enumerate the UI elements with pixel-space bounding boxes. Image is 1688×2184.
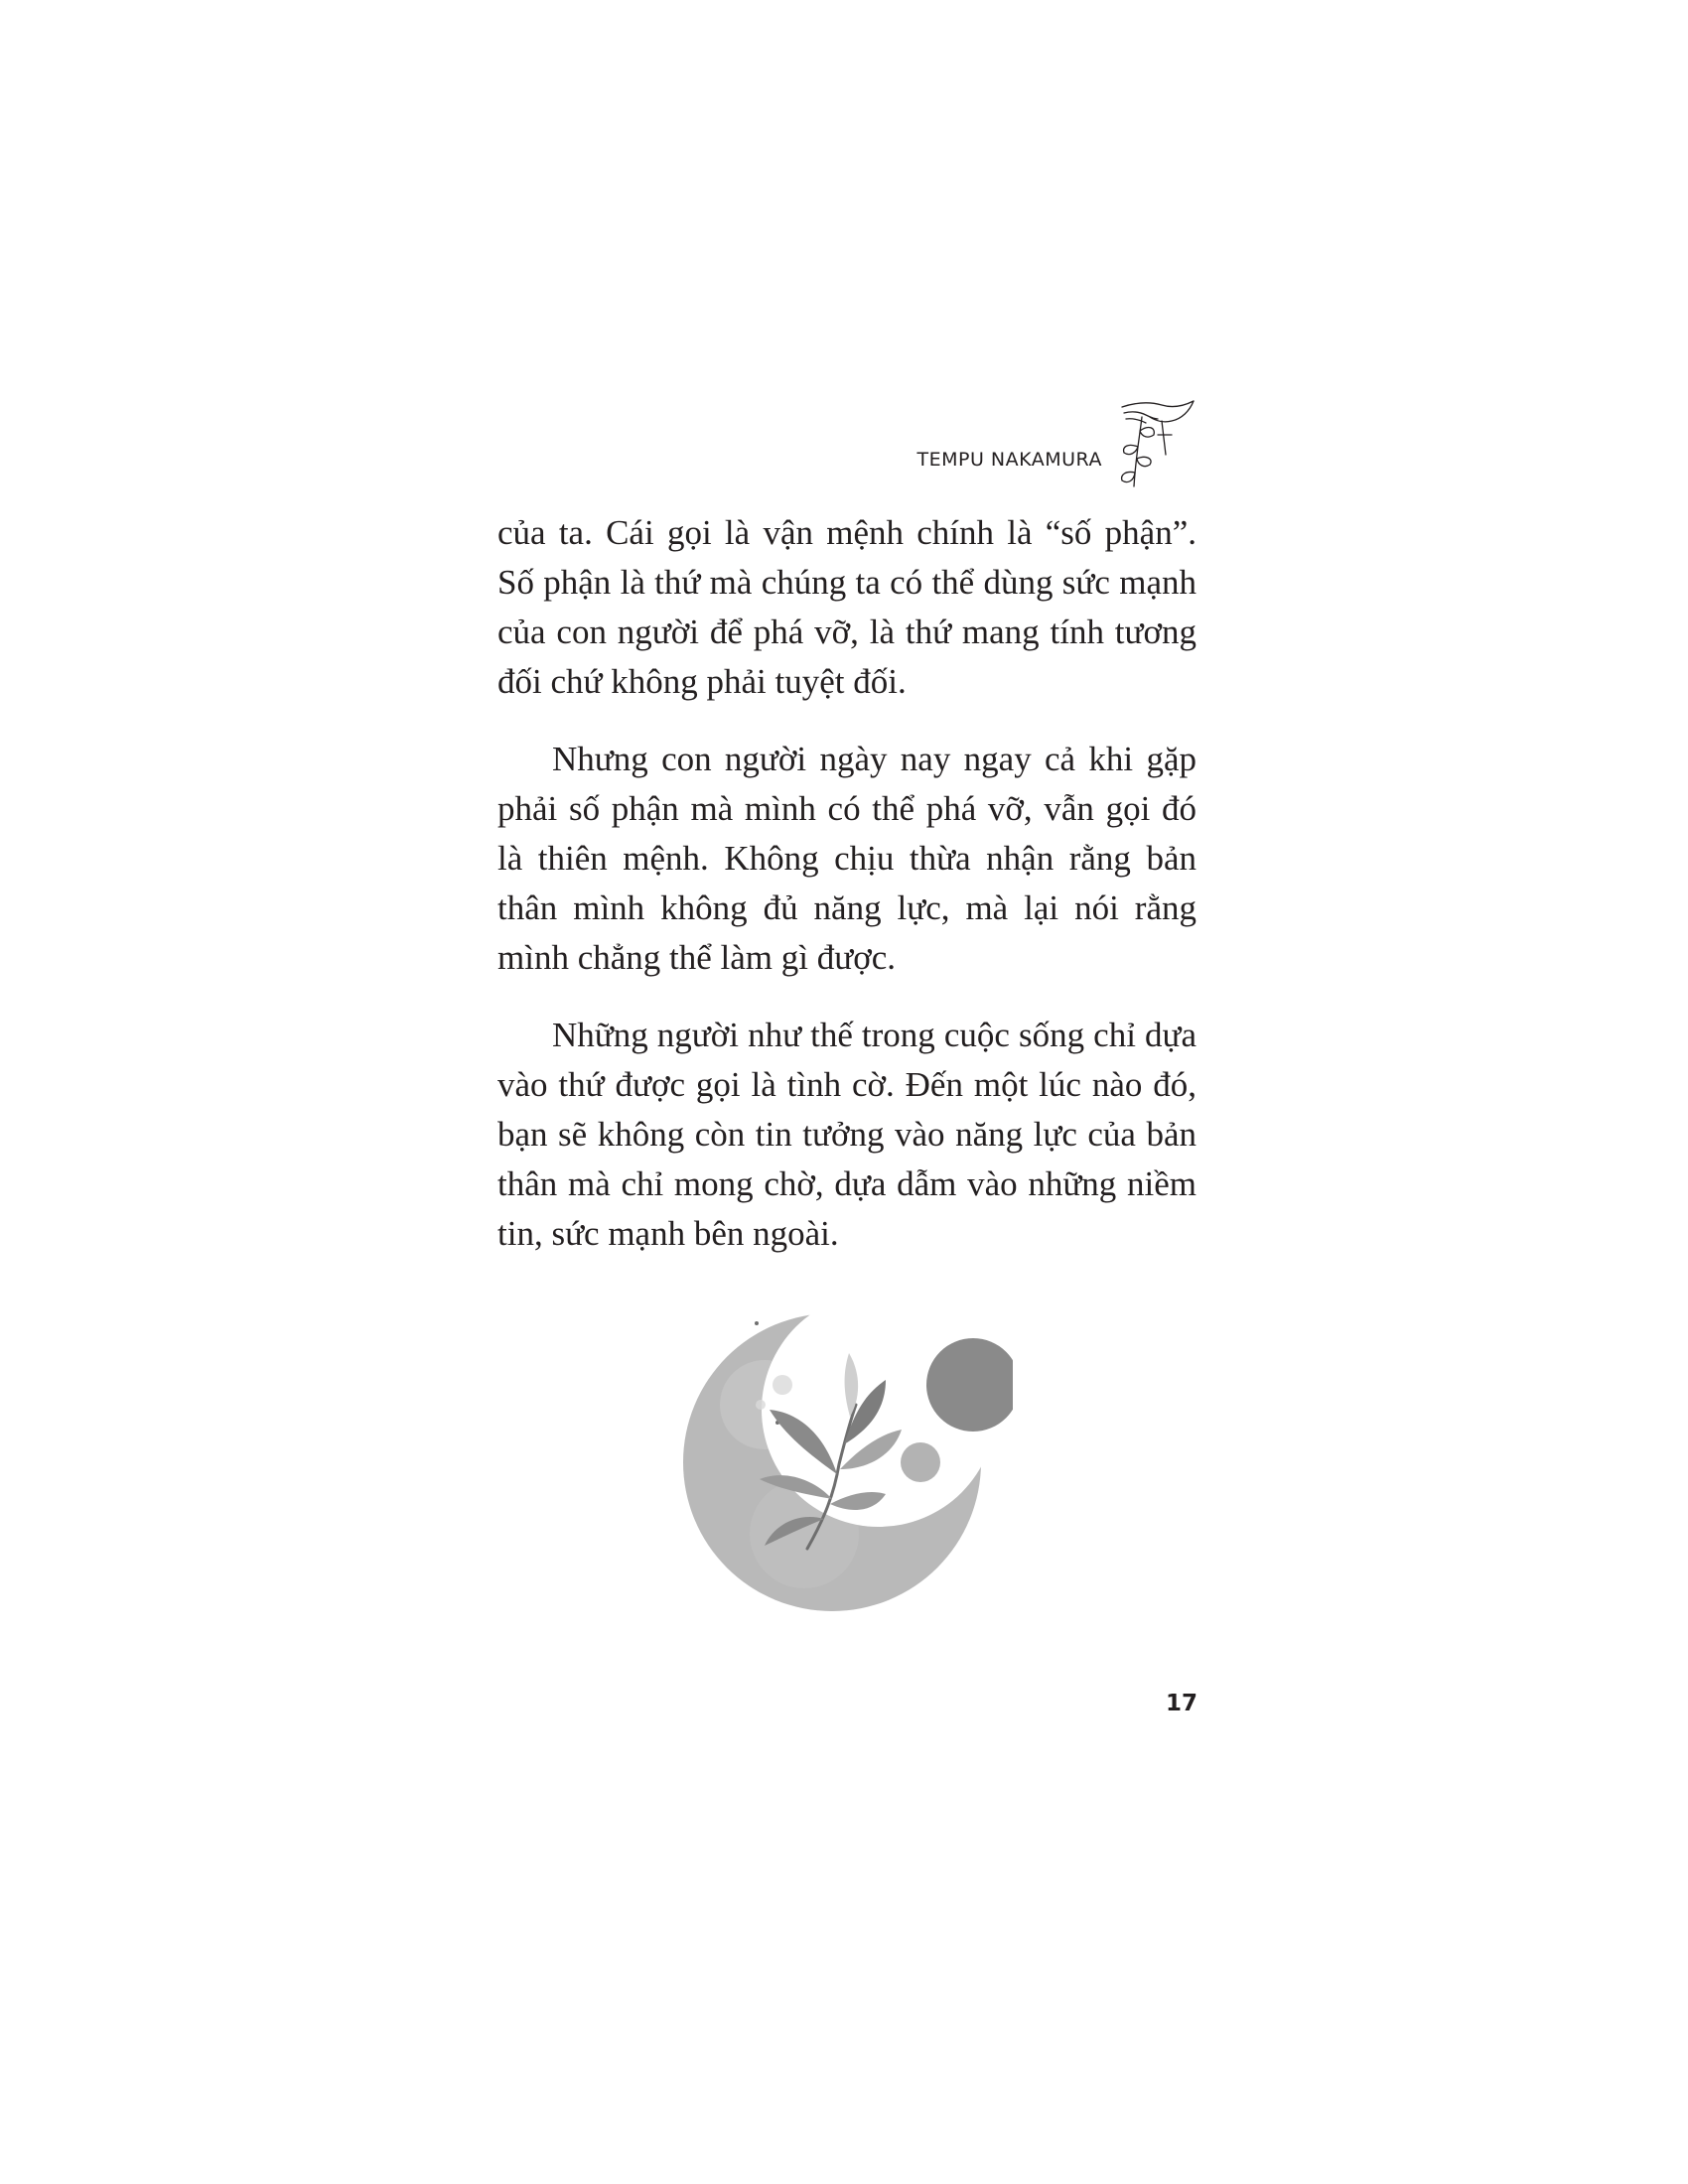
hand-holding-sprig-icon xyxy=(1114,395,1203,494)
crescent-moon-with-leaf-icon xyxy=(675,1286,1013,1623)
paragraph-1: của ta. Cái gọi là vận mệnh chính là “số phận”. Số phận là thứ mà chúng ta có thể dùng sức mạnh của con người để phá vỡ, là thứ mang tính tương đối chứ không phải tuyệt đối. xyxy=(497,513,1196,701)
body-text xyxy=(497,508,1196,1287)
running-head-author: TEMPU NAKAMURA xyxy=(916,449,1102,471)
page-number: 17 xyxy=(1165,1691,1197,1716)
paragraph-2: Nhưng con người ngày nay ngay cả khi gặp phải số phận mà mình có thể phá vỡ, vẫn gọi đó là thiên mệnh. Không chịu thừa nhận rằng bản thân mình không đủ năng lực, mà lại nói rằng mình chẳng thể làm gì được. xyxy=(497,740,1196,977)
paragraph-3: Những người như thế trong cuộc sống chỉ dựa vào thứ được gọi là tình cờ. Đến một lúc nào đó, bạn sẽ không còn tin tưởng vào năng lực của bản thân mà chỉ mong chờ, dựa dẫm vào những niềm tin, sức mạnh bên ngoài. xyxy=(497,1016,1196,1253)
dot-small xyxy=(901,1442,940,1482)
